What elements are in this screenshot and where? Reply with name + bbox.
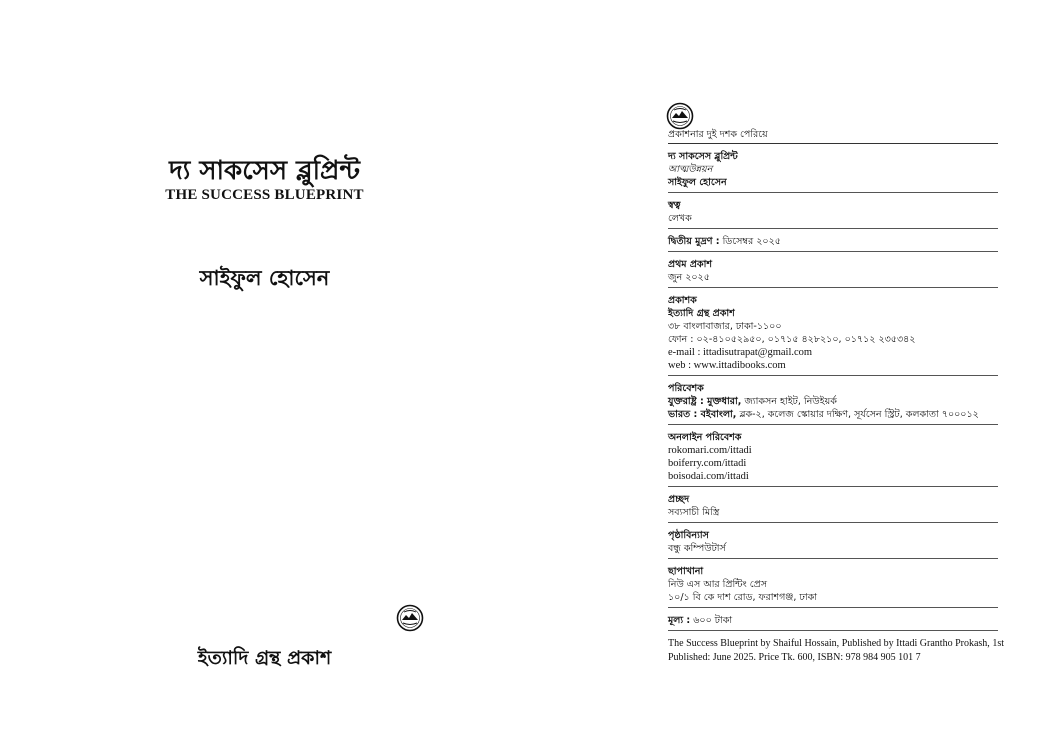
publisher-email: e-mail : ittadisutrapat@gmail.com (668, 347, 813, 358)
english-imprint-note: The Success Blueprint by Shaiful Hossain, Published by Ittadi Grantho Prokash, 1st Published: June 2025. Price Tk. 600, ISBN: 978 984 905 101 7 (668, 638, 1004, 663)
dist-usa-value: জ্যাকসন হাইট, নিউইয়র্ক (744, 396, 837, 407)
second-print-value: ডিসেম্বর ২০২৫ (722, 236, 781, 247)
press-label: ছাপাখানা (668, 566, 704, 577)
dist-india-value: ব্লক-২, কলেজ স্কোয়ার দক্ষিণ, সূর্যসেন স্ট্রিট, কলকাতা ৭০০০১২ (739, 409, 979, 420)
online-boiferry: boiferry.com/ittadi (668, 458, 747, 469)
publisher-name: ইত্যাদি গ্রন্থ প্রকাশ (197, 647, 332, 669)
online-label: অনলাইন পরিবেশক (668, 432, 742, 443)
layout-block (668, 529, 998, 559)
online-distributor-block (668, 431, 998, 487)
cover-block (668, 493, 998, 523)
publisher-address: ৩৮ বাংলাবাজার, ঢাকা-১১০০ (668, 321, 782, 332)
first-pub-label: প্রথম প্রকাশ (668, 259, 712, 270)
second-print-block (668, 235, 998, 252)
imprint-publisher-name: ইত্যাদি গ্রন্থ প্রকাশ (668, 308, 735, 319)
publisher-seal-icon (666, 102, 694, 130)
distributor-label: পরিবেশক (668, 383, 704, 394)
dist-india-label: ভারত : বইবাংলা, (668, 409, 737, 420)
book-title-bengali: দ্য সাকসেস ব্লুপ্রিন্ট (169, 156, 360, 186)
second-print-label: দ্বিতীয় মুদ্রণ : (668, 236, 720, 247)
online-rokomari: rokomari.com/ittadi (668, 445, 752, 456)
distributor-block (668, 382, 998, 425)
english-imprint-block (668, 637, 1004, 668)
publisher-seal-icon (396, 604, 424, 632)
cover-label: প্রচ্ছদ (668, 494, 690, 505)
book-title-english: THE SUCCESS BLUEPRINT (165, 187, 364, 203)
publisher-web: web : www.ittadibooks.com (668, 360, 786, 371)
imprint-author: সাইফুল হোসেন (668, 177, 727, 188)
imprint-subject: আত্মউন্নয়ন (668, 164, 713, 175)
publisher-tagline: প্রকাশনার দুই দশক পেরিয়ে (668, 128, 998, 144)
dist-usa-label: যুক্তরাষ্ট্র : মুক্তধারা, (668, 396, 742, 407)
cover-value: সব্যসাচী মিস্ত্রি (668, 507, 720, 518)
publisher-label: প্রকাশক (668, 295, 697, 306)
rights-block (668, 199, 998, 229)
online-boisodai: boisodai.com/ittadi (668, 471, 749, 482)
first-pub-value: জুন ২০২৫ (668, 272, 710, 283)
press-block (668, 565, 998, 608)
rights-label: স্বত্ব (668, 200, 681, 211)
imprint-page (529, 0, 1058, 747)
title-block (668, 150, 998, 193)
press-address: ১০/১ বি কে দাশ রোড, ফরাশগঞ্জ, ঢাকা (668, 592, 817, 603)
author-name: সাইফুল হোসেন (199, 266, 330, 290)
price-value: ৬০০ টাকা (693, 615, 733, 626)
layout-value: বন্ধু কম্পিউটার্স (668, 543, 726, 554)
first-publication-block (668, 258, 998, 288)
publisher-phone: ফোন : ০২-৪১০৫২৯৫০, ০১৭১৫ ৪২৮২১০, ০১৭১২ ২৩৫৩৪২ (668, 334, 916, 345)
imprint-column (668, 128, 1004, 674)
press-name: নিউ এস আর প্রিন্টিং প্রেস (668, 579, 767, 590)
price-label: মূল্য : (668, 615, 691, 626)
layout-label: পৃষ্ঠাবিন্যাস (668, 530, 709, 541)
imprint-book-title: দ্য সাকসেস ব্লুপ্রিন্ট (668, 151, 738, 162)
rights-value: লেখক (668, 213, 692, 224)
price-block (668, 614, 998, 631)
publisher-block (668, 294, 998, 376)
